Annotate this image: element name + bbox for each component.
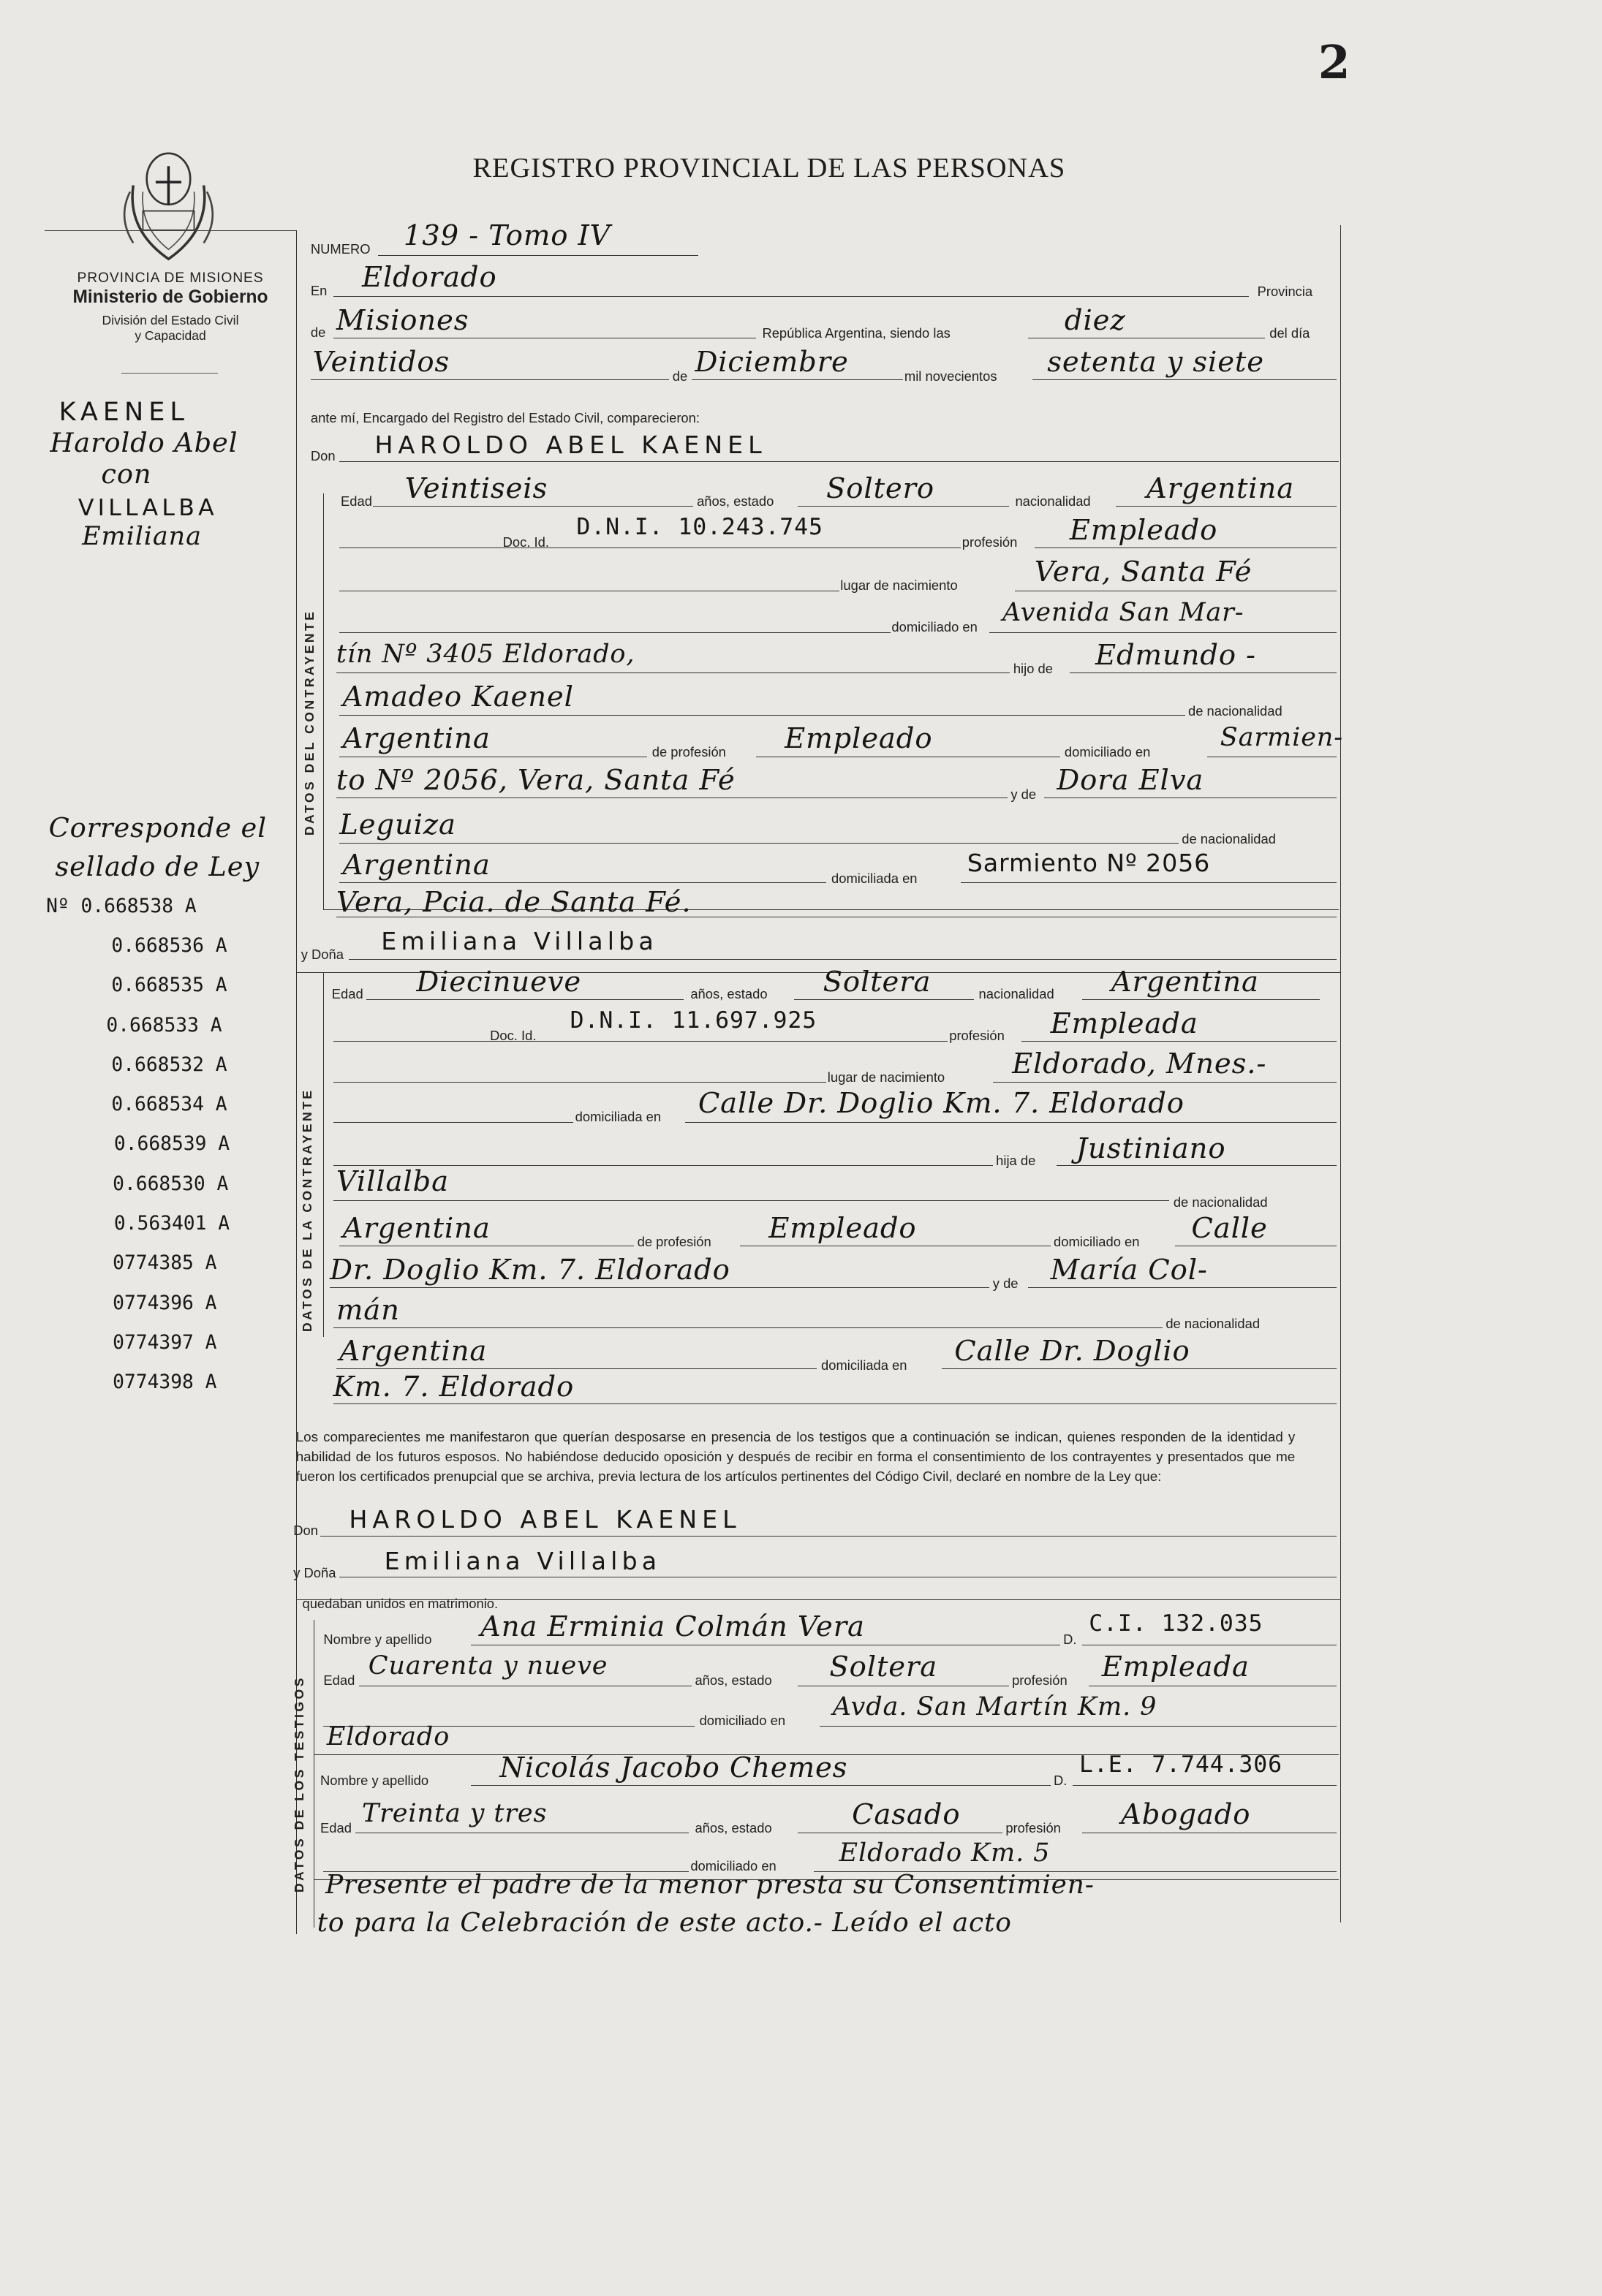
testigo1-nombre: Ana Erminia Colmán Vera (480, 1610, 865, 1644)
stamp-number: 0.668535 A (111, 974, 227, 997)
testigo2-nombre: Nicolás Jacobo Chemes (499, 1751, 848, 1784)
novia-domicilio: Calle Dr. Doglio Km. 7. Eldorado (698, 1087, 1185, 1121)
testigo2-nombre-label: Nombre y apellido (320, 1772, 429, 1788)
testigo2-domicilio-1: Eldorado Km. 5 (839, 1838, 1051, 1868)
testigo2-doc-prefix: D. (1054, 1772, 1068, 1788)
novia-estado: Soltera (823, 966, 932, 999)
novia-edad: Diecinueve (416, 966, 582, 999)
testigo1-doc: C.I. 132.035 (1089, 1610, 1263, 1637)
margin-given-2: Emiliana (82, 521, 202, 552)
fee-note-line-1: Corresponde el (48, 811, 267, 844)
ministry-label: Ministerio de Gobierno (72, 287, 268, 308)
stamp-number: 0774396 A (113, 1292, 217, 1314)
division-label: División del Estado Civil (102, 313, 239, 328)
testigo1-profesion: Empleada (1101, 1651, 1250, 1684)
lugar-nac-label-f: lugar de nacimiento (827, 1069, 945, 1085)
margin-connector: con (101, 458, 152, 490)
fee-note (49, 812, 267, 883)
novio-edad: Veintiseis (404, 472, 548, 506)
testigo2-edad-label: Edad (320, 1819, 352, 1835)
novia-madre-dom-2: Km. 7. Eldorado (333, 1370, 575, 1403)
de-profesion-label: de profesión (651, 743, 726, 759)
mil-novecientos-label: mil novecientos (904, 368, 997, 384)
madre-dom-label-f: domiciliada en (821, 1357, 907, 1374)
stamp-number-list (46, 895, 296, 1412)
testigo2-doc: L.E. 7.744.306 (1079, 1751, 1282, 1778)
doc-label-f: Doc. Id. (490, 1027, 537, 1043)
novio-estado: Soltero (826, 472, 934, 506)
novio-padre-nac: Argentina (342, 722, 491, 756)
nacionalidad-label: nacionalidad (1015, 493, 1091, 509)
novia-padre-prof: Empleado (768, 1212, 917, 1246)
testigo1-domicilio-2: Eldorado (326, 1721, 450, 1751)
novia-padre-nac: Argentina (342, 1212, 491, 1246)
testigo2-anios-label: años, estado (695, 1819, 772, 1835)
union-dona-label: y Doña (293, 1564, 336, 1580)
y-de-label: y de (1010, 786, 1037, 802)
stamp-number: 0.563401 A (113, 1213, 230, 1235)
stamp-number: 0774398 A (113, 1371, 217, 1394)
edad-label: Edad (341, 493, 372, 509)
novio-madre-1: Dora Elva (1057, 764, 1204, 797)
stamp-number: 0774385 A (113, 1252, 217, 1275)
sidebar-header (44, 270, 298, 344)
novia-madre-nac: Argentina (339, 1335, 488, 1368)
en-value: Eldorado (361, 261, 497, 295)
domiciliado-label: domiciliado en (891, 619, 978, 635)
de-profesion-label-f: de profesión (637, 1234, 711, 1250)
union-don-value: HAROLDO ABEL KAENEL (349, 1504, 741, 1534)
lugar-nac-label: lugar de nacimiento (840, 577, 958, 594)
testigo1-anios-label: años, estado (695, 1672, 772, 1689)
margin-given-1: Haroldo Abel (50, 427, 238, 459)
padre-domiciliado-label: domiciliado en (1064, 743, 1151, 759)
de-nacionalidad-label-f: de nacionalidad (1173, 1194, 1268, 1210)
edad-label-f: Edad (331, 986, 363, 1002)
novio-domicilio-2: tín Nº 3405 Eldorado, (336, 639, 635, 670)
novia-nombre: Emiliana Villalba (381, 926, 658, 955)
anios-estado-label-f: años, estado (690, 986, 768, 1002)
stamp-number: Nº 0.668538 A (46, 895, 197, 917)
novio-madre-nac: Argentina (342, 848, 491, 882)
novio-madre-dom-1: Sarmiento Nº 2056 (967, 848, 1211, 877)
testigo2-profesion: Abogado (1121, 1797, 1251, 1831)
provincia-label: Provincia (1257, 284, 1313, 300)
en-label: En (310, 283, 328, 299)
novia-padre-dom-2: Dr. Doglio Km. 7. Eldorado (330, 1254, 730, 1287)
novia-padre-2: Villalba (336, 1165, 449, 1199)
novio-padre-dom-2: to Nº 2056, Vera, Santa Fé (336, 764, 736, 797)
numero-label: NUMERO (310, 241, 371, 257)
section-label-contrayente-f: DATOS DE LA CONTRAYENTE (299, 1088, 314, 1333)
novia-madre-1: María Col- (1050, 1254, 1208, 1287)
testigo2-domiciliado-label: domiciliado en (690, 1858, 777, 1874)
madre-nac-label-f: de nacionalidad (1165, 1316, 1261, 1332)
numero-value: 139 - Tomo IV (403, 219, 611, 252)
novio-nombre: HAROLDO ABEL KAENEL (374, 430, 767, 459)
fee-note-line-2: sellado de Ley (55, 851, 260, 883)
testigo1-doc-prefix: D. (1063, 1632, 1077, 1648)
novia-lugar-nac: Eldorado, Mnes.- (1012, 1047, 1267, 1081)
dia-value: Veintidos (312, 346, 450, 379)
hijo-de-label: hijo de (1013, 661, 1053, 677)
novio-padre-dom-1: Sarmien- (1220, 722, 1343, 753)
novio-profesion: Empleado (1069, 514, 1218, 548)
provincia-value: Misiones (336, 304, 469, 338)
padre-domiciliado-label-f: domiciliado en (1054, 1234, 1140, 1250)
novia-madre-2: mán (336, 1293, 400, 1327)
novio-madre-dom-2: Vera, Pcia. de Santa Fé. (336, 885, 692, 919)
province-label: PROVINCIA DE MISIONES (77, 270, 264, 286)
testigo2-estado: Casado (852, 1797, 961, 1831)
closing-line-1: Presente el padre de la menor presta su Consentimien- (325, 1869, 1095, 1900)
novia-nacionalidad: Argentina (1111, 966, 1259, 999)
stamp-number: 0.668533 A (106, 1014, 222, 1037)
union-dona-value: Emiliana Villalba (384, 1546, 662, 1575)
don-label: Don (310, 448, 336, 464)
stamp-number: 0.668536 A (111, 934, 227, 957)
novio-padre-prof: Empleado (785, 722, 933, 756)
domiciliada-label-f: domiciliada en (575, 1109, 662, 1125)
testigo2-edad: Treinta y tres (361, 1797, 548, 1828)
anio-value: setenta y siete (1047, 346, 1264, 379)
dona-label: y Doña (301, 946, 344, 962)
madre-nac-label: de nacionalidad (1182, 831, 1276, 847)
doc-label: Doc. Id. (502, 534, 549, 550)
stamp-number: 0.668530 A (113, 1172, 229, 1195)
novio-padre-1: Edmundo - (1095, 639, 1256, 672)
novio-domicilio-1: Avenida San Mar- (1002, 597, 1244, 628)
hora-value: diez (1064, 304, 1126, 338)
de-nacionalidad-label: de nacionalidad (1187, 702, 1282, 719)
section-label-contrayente: DATOS DEL CONTRAYENTE (302, 609, 317, 836)
novia-profesion: Empleada (1050, 1007, 1198, 1040)
novia-padre-dom-1: Calle (1191, 1212, 1268, 1246)
novia-padre-1: Justiniano (1076, 1132, 1226, 1165)
margin-names (50, 397, 238, 551)
union-don-label: Don (293, 1523, 318, 1539)
de-label-2: de (672, 368, 688, 384)
page-number: 2 (1318, 35, 1350, 90)
testigo1-edad-label: Edad (323, 1672, 355, 1689)
stamp-number: 0774397 A (113, 1331, 217, 1354)
testigo1-domicilio-1: Avda. San Martín Km. 9 (832, 1691, 1157, 1722)
profesion-label-f: profesión (949, 1027, 1005, 1043)
novia-doc: D.N.I. 11.697.925 (570, 1007, 817, 1034)
testigo1-estado: Soltera (829, 1651, 938, 1684)
novio-lugar-nac: Vera, Santa Fé (1034, 556, 1252, 589)
testigo1-profesion-label: profesión (1012, 1672, 1068, 1689)
del-dia-label: del día (1269, 325, 1310, 341)
testigo2-profesion-label: profesión (1005, 1819, 1061, 1835)
declaration-paragraph: Los comparecientes me manifestaron que querían desposarse en presencia de los testigos que a continuación se indican, quienes responden de la identidad y habilidad de los futuros esposos. No habiéndose deducido oposición y después de recibir en forma el consentimiento de los contrayentes y presentados que me fueron los certificados prenupcial que se archiva, previa lectura de los artículos pertinentes del Código Civil, declaré en nombre de la Ley que: (295, 1428, 1296, 1485)
nacionalidad-label-f: nacionalidad (978, 986, 1054, 1002)
closing-line-2: to para la Celebración de este acto.- Leído el acto (317, 1908, 1012, 1939)
y-de-label-f: y de (992, 1275, 1019, 1291)
republica-label: República Argentina, siendo las (762, 325, 951, 341)
stamp-number: 0.668532 A (111, 1053, 227, 1076)
anios-estado-label: años, estado (697, 493, 774, 509)
margin-surname-1: KAENEL (58, 397, 189, 428)
mes-value: Diciembre (695, 346, 849, 379)
stamp-number: 0.668534 A (111, 1094, 227, 1116)
madre-dom-label: domiciliada en (831, 871, 918, 887)
novia-madre-dom-1: Calle Dr. Doglio (954, 1335, 1190, 1368)
stamp-number: 0.668539 A (113, 1133, 230, 1156)
document-title: REGISTRO PROVINCIAL DE LAS PERSONAS (472, 153, 1066, 184)
novio-doc: D.N.I. 10.243.745 (576, 514, 823, 541)
testigo1-edad: Cuarenta y nueve (368, 1651, 608, 1681)
de-label: de (310, 325, 326, 341)
provincial-seal-icon (114, 147, 223, 265)
testigo1-domiciliado-label: domiciliado en (699, 1713, 786, 1729)
margin-surname-2: VILLALBA (78, 495, 218, 522)
quedaban-text: quedaban unidos en matrimonio. (302, 1595, 499, 1611)
novio-madre-2: Leguiza (339, 808, 456, 842)
profesion-label: profesión (961, 534, 1018, 550)
testigo1-nombre-label: Nombre y apellido (323, 1632, 432, 1648)
novio-nacionalidad: Argentina (1146, 472, 1295, 506)
section-label-testigos: DATOS DE LOS TESTIGOS (292, 1675, 307, 1893)
division-label-2: y Capacidad (135, 328, 206, 344)
hija-de-label: hija de (996, 1152, 1036, 1168)
novio-padre-2: Amadeo Kaenel (342, 681, 574, 714)
ante-mi-text: ante mí, Encargado del Registro del Estado Civil, comparecieron: (310, 409, 700, 425)
